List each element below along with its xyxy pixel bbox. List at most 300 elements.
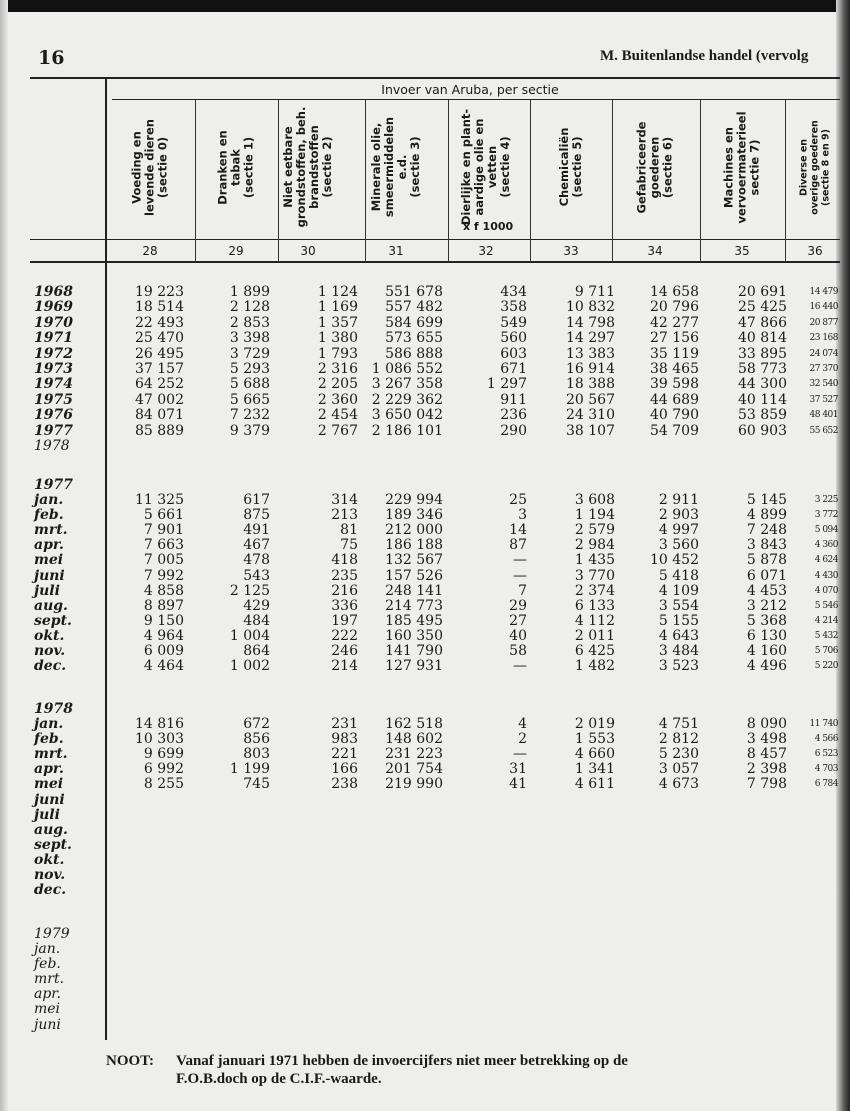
row-label: dec.	[34, 658, 67, 675]
table-cell: 41	[509, 776, 527, 793]
table-cell: 467	[243, 537, 270, 554]
table-cell: 44 300	[738, 376, 787, 393]
column-header-33	[543, 104, 599, 230]
table-cell: 1 297	[486, 376, 527, 393]
table-cell: 2 984	[574, 537, 615, 554]
table-cell: 4 997	[658, 522, 699, 539]
table-cell: 44 689	[650, 391, 699, 408]
row-label: juni	[34, 1016, 61, 1033]
table-cell: 2 011	[574, 627, 615, 644]
row-label: mrt.	[34, 746, 68, 763]
table-cell: 557 482	[385, 299, 443, 316]
table-cell: 4 643	[658, 627, 699, 644]
page-number: 16	[38, 47, 65, 69]
table-cell: 672	[243, 716, 270, 732]
column-number: 32	[478, 244, 494, 258]
row-label: mei	[34, 552, 64, 569]
table-cell: 27	[509, 612, 527, 629]
table-cell: 229 994	[385, 492, 443, 508]
table-cell: 18 388	[566, 376, 615, 393]
table-cell: 213	[331, 507, 358, 524]
table-cell: 20 796	[650, 299, 699, 316]
table-cell: 1 380	[317, 330, 358, 347]
table-cell: 47 002	[135, 391, 184, 408]
table-cell: 3 398	[229, 330, 270, 347]
table-cell: 7 005	[143, 552, 184, 569]
table-cell: 197	[331, 612, 358, 629]
table-cell: 37 157	[135, 361, 184, 377]
table-cell: 7	[518, 582, 527, 599]
table-cell: 3 498	[746, 731, 787, 748]
table-cell: 14 798	[566, 314, 615, 331]
table-cell: 6 133	[574, 597, 615, 614]
table-cell: 3 057	[658, 761, 699, 778]
table-cell: 1 899	[229, 284, 270, 300]
table-cell: 6 425	[574, 643, 615, 659]
table-cell: 4 858	[143, 582, 184, 599]
table-cell: 3 770	[574, 567, 615, 584]
table-cell: 856	[243, 731, 270, 748]
table-cell: 5 145	[746, 492, 787, 508]
row-label: sept.	[34, 612, 72, 629]
table-cell: 38 465	[650, 361, 699, 377]
table-cell: 14	[509, 522, 527, 539]
row-label: 1972	[34, 345, 73, 362]
column-header-label: Dranken en tabak (sectie 1)	[215, 129, 256, 205]
column-number: 28	[142, 244, 158, 258]
footnote-label: NOOT:	[106, 1053, 155, 1069]
table-top-rule	[30, 77, 840, 79]
table-cell: 219 990	[385, 776, 443, 793]
table-cell: 4 673	[658, 776, 699, 793]
row-label: apr.	[34, 986, 61, 1003]
table-cell: —	[513, 552, 527, 569]
column-divider	[530, 100, 531, 262]
table-cell: 6 992	[143, 761, 184, 778]
table-cell: 8 897	[143, 597, 184, 614]
row-label: juli	[34, 582, 60, 599]
table-cell: 5 706	[814, 646, 838, 656]
table-cell: 4 703	[814, 764, 838, 775]
row-label: 1973	[34, 361, 73, 377]
column-divider	[612, 100, 613, 262]
table-cell: 2 579	[574, 522, 615, 539]
table-cell: 5 878	[746, 552, 787, 569]
column-divider	[448, 100, 449, 262]
table-cell: 25	[509, 492, 527, 508]
table-cell: 222	[331, 627, 358, 644]
table-cell: 983	[331, 731, 358, 748]
table-cell: 3 608	[574, 492, 615, 508]
table-cell: 25 425	[738, 299, 787, 316]
row-label: nov.	[34, 867, 66, 883]
row-label: 1974	[34, 376, 73, 393]
table-cell: 212 000	[385, 522, 443, 539]
column-divider	[785, 100, 786, 262]
table-cell: 14 297	[566, 330, 615, 347]
colnum-top-rule	[30, 239, 840, 240]
table-cell: 20 567	[566, 391, 615, 408]
table-cell: 160 350	[385, 627, 443, 644]
table-cell: 4 964	[143, 627, 184, 644]
running-head: M. Buitenlandse handel (vervolg	[600, 48, 809, 64]
table-cell: 33 895	[738, 345, 787, 362]
table-cell: 745	[243, 776, 270, 793]
table-cell: 6 130	[746, 627, 787, 644]
table-cell: —	[513, 567, 527, 584]
table-cell: 7 901	[143, 522, 184, 539]
row-label: 1968	[34, 284, 73, 300]
row-label: jan.	[34, 716, 64, 732]
table-cell: 13 383	[566, 345, 615, 362]
column-header-32	[458, 104, 514, 230]
table-cell: 1 194	[574, 507, 615, 524]
scan-left-edge	[0, 0, 8, 1111]
footnote-line-1: Vanaf januari 1971 hebben de invoercijfers niet meer betrekking op de	[176, 1053, 628, 1069]
table-cell: 6 784	[814, 779, 838, 790]
footnote	[106, 1052, 826, 1088]
table-cell: 4 360	[814, 540, 838, 551]
table-cell: 7 992	[143, 567, 184, 584]
table-cell: 1 086 552	[371, 361, 443, 377]
table-cell: 603	[500, 345, 527, 362]
table-cell: 186 188	[385, 537, 443, 554]
table-cell: 2 398	[746, 761, 787, 778]
table-cell: 7 798	[746, 776, 787, 793]
row-label: 1977	[34, 477, 73, 493]
table-cell: 434	[500, 284, 527, 300]
table-cell: 5 230	[658, 746, 699, 763]
table-cell: 166	[331, 761, 358, 778]
table-cell: 3 484	[658, 643, 699, 659]
table-cell: 4 160	[746, 643, 787, 659]
table-cell: 24 310	[566, 407, 615, 424]
table-cell: 2 812	[658, 731, 699, 748]
table-cell: 9 379	[229, 422, 270, 439]
table-cell: 40 790	[650, 407, 699, 424]
column-header-label: Diverse en overige goederen (sectie 8 en 9)	[798, 119, 832, 215]
table-cell: 6 071	[746, 567, 787, 584]
table-cell: 1 482	[574, 658, 615, 675]
table-cell: 157 526	[385, 567, 443, 584]
column-header-label: Dierlijke en plant- aardige olie en vetten (sectie 4)	[459, 108, 512, 226]
table-cell: 551 678	[385, 284, 443, 300]
footnote-line-2: F.O.B.doch op de C.I.F.-waarde.	[176, 1071, 382, 1087]
row-label: 1978	[34, 438, 70, 454]
table-cell: 4 070	[814, 585, 838, 596]
table-cell: 248 141	[385, 582, 443, 599]
row-label: apr.	[34, 537, 64, 554]
row-label: 1978	[34, 701, 73, 717]
table-cell: 2 853	[229, 314, 270, 331]
table-cell: 84 071	[135, 407, 184, 424]
row-label: feb.	[34, 507, 64, 524]
table-cell: 14 658	[650, 284, 699, 300]
column-header-label: Chemicaliën (sectie 5)	[557, 127, 584, 207]
table-cell: 11 325	[135, 492, 184, 508]
table-cell: 9 699	[143, 746, 184, 763]
row-label: juli	[34, 806, 60, 823]
table-cell: 35 119	[650, 345, 699, 362]
table-cell: 7 663	[143, 537, 184, 554]
table-cell: 27 370	[809, 364, 838, 374]
table-cell: 3	[518, 507, 527, 524]
table-cell: 290	[500, 422, 527, 439]
table-cell: 10 303	[135, 731, 184, 748]
row-label: 1975	[34, 391, 73, 408]
table-cell: 216	[331, 582, 358, 599]
table-cell: 85 889	[135, 422, 184, 439]
row-label: jan.	[34, 492, 64, 508]
table-cell: 189 346	[385, 507, 443, 524]
row-label: okt.	[34, 851, 65, 868]
row-label: aug.	[34, 821, 68, 838]
table-cell: —	[513, 746, 527, 763]
table-cell: 58 773	[738, 361, 787, 377]
table-cell: 5 293	[229, 361, 270, 377]
table-cell: 2 019	[574, 716, 615, 732]
table-cell: 58	[509, 643, 527, 659]
table-cell: 38 107	[566, 422, 615, 439]
column-header-34	[627, 104, 683, 230]
table-cell: 358	[500, 299, 527, 316]
table-cell: 4 109	[658, 582, 699, 599]
table-cell: 418	[331, 552, 358, 569]
column-header-label: Niet eetbare grondstoffen, beh. brandstoffen (sectie 2)	[281, 106, 334, 228]
table-cell: 81	[340, 522, 358, 539]
table-cell: 911	[500, 391, 527, 408]
table-cell: 31	[509, 761, 527, 778]
table-cell: 336	[331, 597, 358, 614]
table-cell: 4 214	[814, 615, 838, 626]
table-cell: 4 496	[746, 658, 787, 675]
table-cell: 1 357	[317, 314, 358, 331]
table-cell: 214	[331, 658, 358, 675]
table-cell: 1 435	[574, 552, 615, 569]
table-cell: 5 368	[746, 612, 787, 629]
table-cell: 4 751	[658, 716, 699, 732]
table-cell: 18 514	[135, 299, 184, 316]
table-cell: 484	[243, 612, 270, 629]
table-cell: 3 729	[229, 345, 270, 362]
row-label: feb.	[34, 731, 64, 748]
row-label: nov.	[34, 643, 66, 659]
table-cell: 11 740	[809, 719, 838, 729]
table-cell: 1 553	[574, 731, 615, 748]
table-cell: 19 223	[135, 284, 184, 300]
table-cell: 314	[331, 492, 358, 508]
table-cell: 10 452	[650, 552, 699, 569]
table-cell: 141 790	[385, 643, 443, 659]
row-label: mrt.	[34, 522, 68, 539]
table-cell: 60 903	[738, 422, 787, 439]
table-cell: 5 688	[229, 376, 270, 393]
table-cell: 2 229 362	[371, 391, 443, 408]
table-cell: 549	[500, 314, 527, 331]
table-cell: 2 360	[317, 391, 358, 408]
row-label: 1979	[34, 926, 70, 942]
table-cell: 27 156	[650, 330, 699, 347]
table-cell: 48 401	[809, 410, 838, 421]
table-cell: 5 220	[814, 661, 838, 672]
table-cell: 9 150	[143, 612, 184, 629]
unit-label: x f 1000	[463, 220, 514, 233]
table-cell: 40 814	[738, 330, 787, 347]
table-cell: 5 661	[143, 507, 184, 524]
table-cell: 40	[509, 627, 527, 644]
table-cell: 491	[243, 522, 270, 539]
table-cell: 231	[331, 716, 358, 732]
table-cell: 238	[331, 776, 358, 793]
row-label: mei	[34, 1001, 61, 1018]
table-cell: 246	[331, 643, 358, 659]
table-cell: 803	[243, 746, 270, 763]
table-cell: 32 540	[809, 379, 838, 390]
table-cell: 7 248	[746, 522, 787, 539]
table-cell: 37 527	[809, 394, 838, 405]
table-cell: 236	[500, 407, 527, 424]
table-cell: 3 554	[658, 597, 699, 614]
table-cell: 5 155	[658, 612, 699, 629]
table-cell: 4 453	[746, 582, 787, 599]
table-cell: 671	[500, 361, 527, 377]
row-label: dec.	[34, 882, 67, 899]
table-cell: 201 754	[385, 761, 443, 778]
row-label: 1976	[34, 407, 73, 424]
table-cell: 8 457	[746, 746, 787, 763]
table-cell: 573 655	[385, 330, 443, 347]
table-cell: 16 914	[566, 361, 615, 377]
table-cell: 586 888	[385, 345, 443, 362]
row-label: sept.	[34, 836, 72, 853]
column-divider	[365, 100, 366, 262]
column-header-28	[122, 104, 178, 230]
table-cell: 4 899	[746, 507, 787, 524]
table-cell: 54 709	[650, 422, 699, 439]
table-cell: 2 128	[229, 299, 270, 316]
table-cell: 4 660	[574, 746, 615, 763]
table-cell: 3 225	[814, 495, 838, 505]
table-cell: 14 479	[809, 287, 838, 297]
column-header-label: Gefabriceerde goederen (sectie 6)	[634, 121, 675, 213]
table-cell: 26 495	[135, 345, 184, 362]
table-cell: 2 205	[317, 376, 358, 393]
column-header-30	[280, 104, 336, 230]
table-cell: 1 199	[229, 761, 270, 778]
table-cell: 22 493	[135, 314, 184, 331]
supertitle-rule	[112, 99, 840, 100]
table-cell: 7 232	[229, 407, 270, 424]
table-cell: 5 546	[814, 600, 838, 611]
column-number: 35	[734, 244, 750, 258]
row-label: okt.	[34, 627, 65, 644]
row-label: mei	[34, 776, 64, 793]
table-cell: 9 711	[574, 284, 615, 300]
table-cell: 1 793	[317, 345, 358, 362]
table-cell: 24 074	[809, 348, 838, 359]
table-cell: 5 094	[814, 525, 838, 536]
table-cell: 6 009	[143, 643, 184, 659]
table-cell: 214 773	[385, 597, 443, 614]
table-cell: 2 767	[317, 422, 358, 439]
table-cell: 2 903	[658, 507, 699, 524]
table-cell: 1 002	[229, 658, 270, 675]
column-header-label: Minerale olie, smeermiddelen e.d. (sectie 3)	[369, 116, 422, 218]
row-label: 1971	[34, 330, 73, 347]
table-cell: 4	[518, 716, 527, 732]
table-cell: 25 470	[135, 330, 184, 347]
table-cell: 4 566	[814, 734, 838, 745]
table-cell: 3 212	[746, 597, 787, 614]
row-label: 1970	[34, 314, 73, 331]
row-label: juni	[34, 567, 65, 584]
table-cell: 429	[243, 597, 270, 614]
table-cell: 543	[243, 567, 270, 584]
row-label: mrt.	[34, 971, 65, 988]
row-label: juni	[34, 791, 65, 808]
row-label: apr.	[34, 761, 64, 778]
column-number: 33	[563, 244, 579, 258]
table-cell: 2 186 101	[371, 422, 443, 439]
column-number: 31	[388, 244, 404, 258]
table-cell: 2 454	[317, 407, 358, 424]
table-cell: 29	[509, 597, 527, 614]
table-cell: 10 832	[566, 299, 615, 316]
table-cell: 4 624	[814, 555, 838, 566]
table-cell: 5 432	[814, 630, 838, 641]
table-cell: 14 816	[135, 716, 184, 732]
table-cell: 1 341	[574, 761, 615, 778]
row-label: aug.	[34, 597, 68, 614]
table-cell: 148 602	[385, 731, 443, 748]
table-cell: 3 267 358	[371, 376, 443, 393]
column-number: 36	[807, 244, 823, 258]
table-cell: 617	[243, 492, 270, 508]
table-cell: 875	[243, 507, 270, 524]
table-cell: 20 691	[738, 284, 787, 300]
table-cell: 39 598	[650, 376, 699, 393]
table-cell: 3 560	[658, 537, 699, 554]
table-cell: 16 440	[809, 302, 838, 313]
table-cell: 5 418	[658, 567, 699, 584]
table-cell: 4 464	[143, 658, 184, 675]
column-number: 29	[228, 244, 244, 258]
table-cell: 2 911	[658, 492, 699, 508]
table-cell: 4 430	[814, 570, 838, 581]
column-header-36	[787, 104, 843, 230]
table-cell: 8 090	[746, 716, 787, 732]
column-divider	[278, 100, 279, 262]
table-cell: 231 223	[385, 746, 443, 763]
table-cell: 2 316	[317, 361, 358, 377]
table-cell: 6 523	[814, 749, 838, 760]
table-cell: 127 931	[385, 658, 443, 675]
table-cell: 64 252	[135, 376, 184, 393]
table-cell: 1 124	[317, 284, 358, 300]
table-cell: 221	[331, 746, 358, 763]
column-divider	[700, 100, 701, 262]
column-header-29	[208, 104, 264, 230]
table-cell: 75	[340, 537, 358, 554]
table-cell: 20 877	[809, 317, 838, 328]
scan-top-edge	[0, 0, 850, 12]
column-header-label: Voeding en levende dieren (sectie 0)	[129, 118, 170, 216]
row-label: 1977	[34, 422, 73, 439]
column-header-label: Machines en vervoermaterieel sectie 7)	[721, 110, 762, 224]
table-cell: 53 859	[738, 407, 787, 424]
column-number: 34	[647, 244, 663, 258]
table-cell: 47 866	[738, 314, 787, 331]
